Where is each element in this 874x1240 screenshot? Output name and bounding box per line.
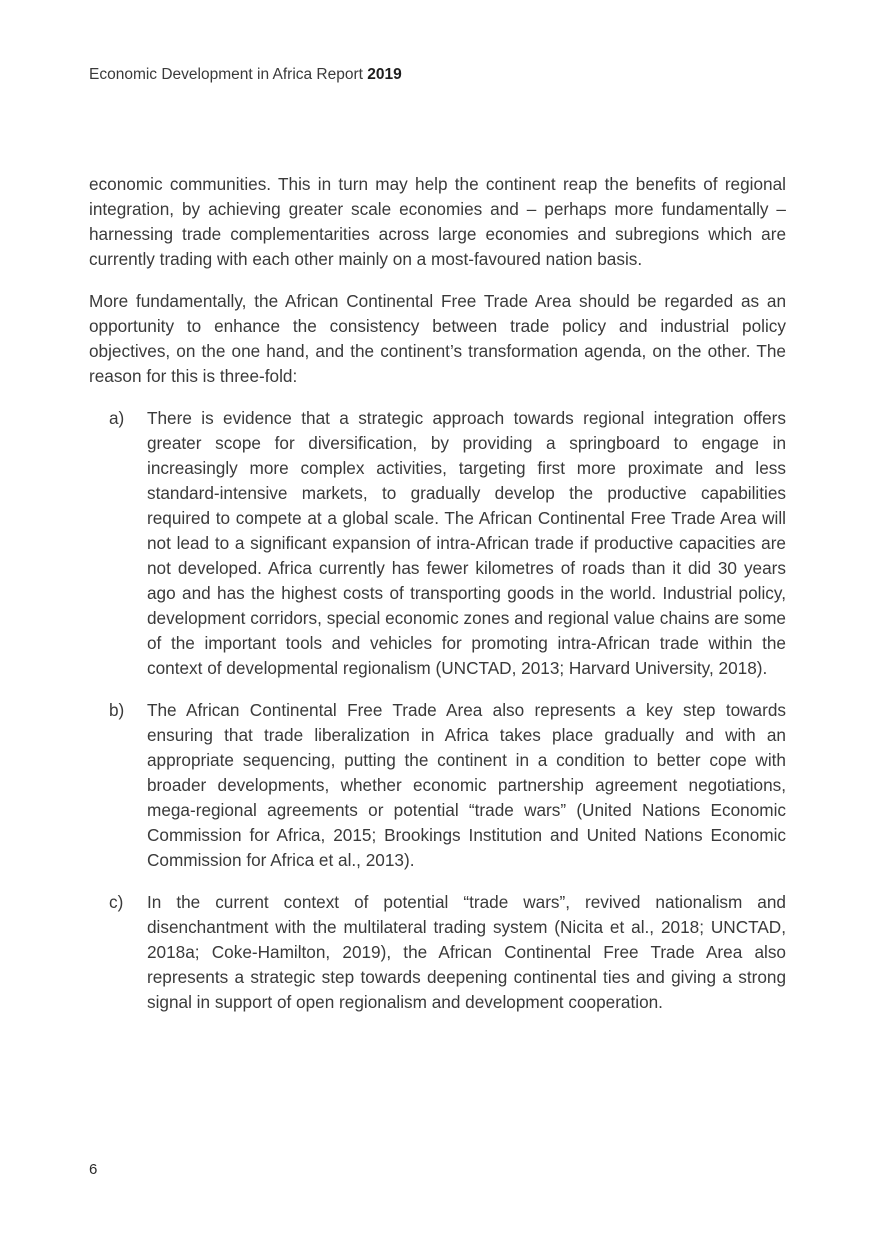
page-number: 6: [89, 1161, 98, 1178]
list-item: [89, 406, 786, 681]
running-header: [89, 66, 402, 84]
list-marker: a): [109, 408, 125, 428]
list-marker: b): [109, 700, 125, 720]
list-item-text: There is evidence that a strategic approach towards regional integration offers greater scope for diversification, by providing a springboard to engage in increasingly more complex activities, targeting first more proximate and less standard-intensive markets, to gradually develop the productive capabilities required to compete at a global scale. The African Continental Free Trade Area will not lead to a significant expansion of intra-African trade if productive capacities are not developed. Africa currently has fewer kilometres of roads than it did 30 years ago and has the highest costs of transporting goods in the world. Industrial policy, development corridors, special economic zones and regional value chains are some of the important tools and vehicles for promoting intra-African trade within the context of developmental regionalism (UNCTAD, 2013; Harvard University, 2018).: [147, 408, 786, 678]
page-body: [89, 172, 786, 1032]
report-year: 2019: [367, 66, 402, 83]
list-item: [89, 698, 786, 873]
paragraph: economic communities. This in turn may help the continent reap the benefits of regional integration, by achieving greater scale economies and – perhaps more fundamentally – harnessing trade complementarities across large economies and subregions which are currently trading with each other mainly on a most-favoured nation basis.: [89, 174, 786, 269]
report-title: Economic Development in Africa Report: [89, 66, 363, 83]
list-item-text: In the current context of potential “trade wars”, revived nationalism and disenchantment with the multilateral trading system (Nicita et al., 2018; UNCTAD, 2018a; Coke-Hamilton, 2019), the African Continental Free Trade Area also represents a strategic step towards deepening continental ties and giving a strong signal in support of open regionalism and development cooperation.: [147, 892, 786, 1012]
list-item: [89, 890, 786, 1015]
paragraph: More fundamentally, the African Continental Free Trade Area should be regarded as an opportunity to enhance the consistency between trade policy and industrial policy objectives, on the one hand, and the continent’s transformation agenda, on the other. The reason for this is three-fold:: [89, 291, 786, 386]
list-item-text: The African Continental Free Trade Area also represents a key step towards ensuring that trade liberalization in Africa takes place gradually and with an appropriate sequencing, putting the continent in a condition to better cope with broader developments, whether economic partnership agreement negotiations, mega-regional agreements or potential “trade wars” (United Nations Economic Commission for Africa, 2015; Brookings Institution and United Nations Economic Commission for Africa et al., 2013).: [147, 700, 786, 870]
list-marker: c): [109, 892, 124, 912]
lettered-list: [89, 406, 786, 1015]
